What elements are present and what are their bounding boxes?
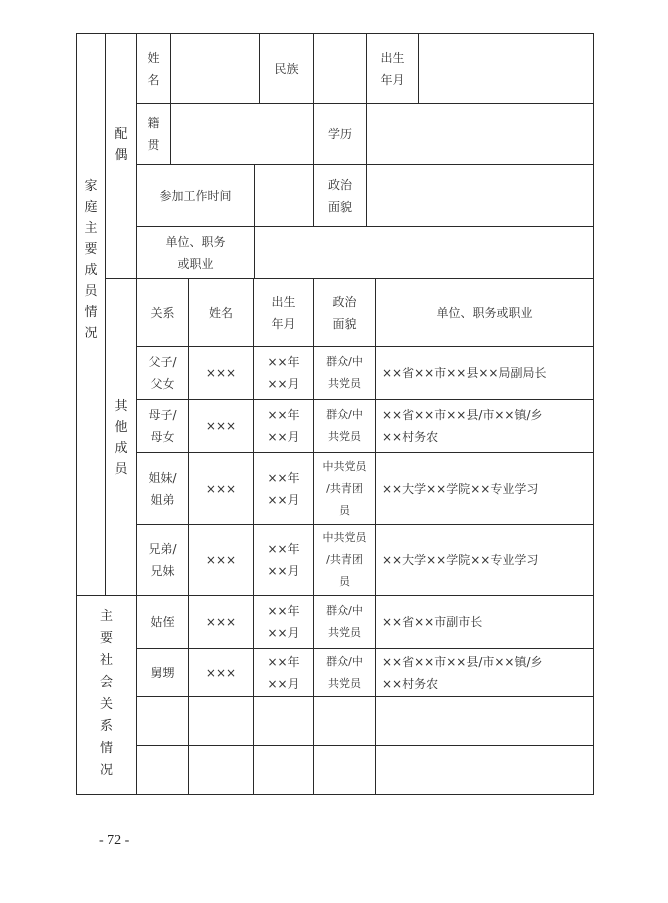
unit-cell [375,595,594,649]
header-unit-cell [375,278,594,347]
political-text: 群众/中 共党员 [326,654,363,690]
political-cell [313,452,376,525]
political-cell [313,399,376,453]
birth-text: ××年 ××月 [267,355,300,391]
relation-cell [136,346,189,400]
unit-text: ××大学××学院××专业学习 [382,553,539,567]
name-text: ××× [205,419,237,433]
empty-cell [136,696,189,746]
political-text: 中共党员 /共青团 员 [322,459,367,517]
name-text: ××× [205,481,237,496]
unit-text: ××大学××学院××专业学习 [382,481,539,496]
political-text: 群众/中 共党员 [326,408,363,443]
birth-cell [253,346,314,400]
name-cell [188,346,254,400]
relation-text: 父子/ 父女 [148,355,177,391]
political-cell [313,595,376,649]
header-birth: 出生 年月 [271,294,296,331]
spouse-unit-label-cell [136,226,255,279]
spouse-ethnicity-label-cell [259,33,314,104]
empty-cell [136,745,189,795]
birth-cell [253,648,314,697]
political-text: 群众/中 共党员 [326,355,363,390]
header-name: 姓名 [208,305,233,320]
spouse-education-label: 学历 [327,127,352,141]
header-relation-cell [136,278,189,347]
unit-cell [375,524,594,596]
relation-cell [136,452,189,525]
spouse-workstart-label: 参加工作时间 [159,188,232,203]
spouse-ethnicity-label: 民族 [274,61,299,76]
name-text: ××× [205,366,237,380]
empty-cell [375,696,594,746]
spouse-education-value [366,103,594,165]
birth-cell [253,452,314,525]
family-section-label: 家 庭 主 要 成 员 情 况 [84,179,98,341]
header-name-cell [188,278,254,347]
relation-cell [136,524,189,596]
header-unit: 单位、职务或职业 [436,305,533,320]
political-cell [313,524,376,596]
other-members-label: 其 他 成 员 [114,399,128,477]
empty-cell [188,745,254,795]
spouse-birth-label-cell [366,33,419,104]
spouse-name-label-cell [136,33,171,104]
birth-cell [253,595,314,649]
birth-text: ××年 ××月 [267,604,300,640]
relation-cell [136,595,189,649]
birth-text: ××年 ××月 [267,654,300,691]
birth-text: ××年 ××月 [267,408,300,444]
relation-text: 姐妹/ 姐弟 [148,470,177,507]
header-political-cell [313,278,376,347]
unit-text: ××省××市××县/市××镇/乡 ××村务农 [382,654,543,691]
name-text: ××× [205,615,237,629]
spouse-native-label: 籍 贯 [147,116,160,152]
spouse-unit-label: 单位、职务 或职业 [165,234,226,271]
header-birth-cell [253,278,314,347]
unit-cell [375,452,594,525]
empty-cell [375,745,594,795]
spouse-workstart-value [254,164,314,227]
spouse-political-label-cell [313,164,367,227]
unit-cell [375,399,594,453]
spouse-workstart-label-cell [136,164,255,227]
spouse-birth-label: 出生 年月 [380,50,405,87]
unit-cell [375,346,594,400]
empty-cell [313,745,376,795]
page-number: - 72 - [99,833,130,848]
empty-cell [313,696,376,746]
spouse-native-label-cell [136,103,171,165]
spouse-education-label-cell [313,103,367,165]
spouse-ethnicity-value [313,33,367,104]
unit-cell [375,648,594,697]
name-cell [188,524,254,596]
spouse-name-label: 姓 名 [147,50,160,87]
name-cell [188,648,254,697]
political-cell [313,346,376,400]
name-cell [188,452,254,525]
spouse-political-value [366,164,594,227]
relation-text: 舅甥 [150,665,175,680]
birth-cell [253,399,314,453]
spouse-name-value [170,33,260,104]
unit-text: ××省××市××县/市××镇/乡 ××村务农 [382,408,543,444]
empty-cell [253,745,314,795]
social-section-label: 主 要 社 会 关 系 情 况 [99,609,113,778]
relation-text: 姑侄 [150,615,175,629]
birth-text: ××年 ××月 [267,542,300,578]
political-text: 群众/中 共党员 [326,604,363,639]
birth-cell [253,524,314,596]
spouse-political-label: 政治 面貌 [327,177,352,214]
name-cell [188,399,254,453]
birth-text: ××年 ××月 [267,470,300,507]
spouse-unit-value [254,226,594,279]
spouse-birth-value [418,33,594,104]
name-text: ××× [205,665,237,680]
spouse-native-value [170,103,314,165]
name-cell [188,595,254,649]
political-cell [313,648,376,697]
political-text: 中共党员 /共青团 员 [322,531,367,588]
empty-cell [253,696,314,746]
spouse-label: 配 偶 [114,127,128,163]
relation-cell [136,399,189,453]
relation-cell [136,648,189,697]
relation-text: 母子/ 母女 [148,408,177,444]
header-relation: 关系 [150,305,175,320]
name-text: ××× [205,553,237,567]
unit-text: ××省××市副市长 [382,615,483,629]
relation-text: 兄弟/ 兄妹 [148,542,177,578]
empty-cell [188,696,254,746]
header-political: 政治 面貌 [332,294,357,331]
unit-text: ××省××市××县××局副局长 [382,366,547,380]
